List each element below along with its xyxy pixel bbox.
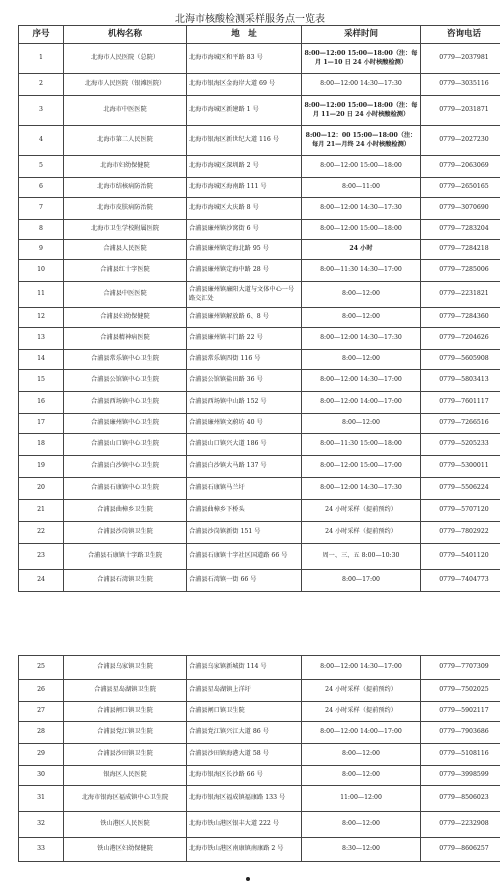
address: 北海市银海区新世纪大道 116 号 <box>187 126 302 156</box>
institution-name: 合浦县石湾镇卫生院 <box>64 570 187 592</box>
row-number: 19 <box>19 456 64 478</box>
address: 北海市银海区金海岸大道 69 号 <box>187 74 302 96</box>
address: 合浦县山口镇兴大道 186 号 <box>187 434 302 456</box>
sampling-time: 11:00—12:00 <box>302 786 421 812</box>
phone-number: 0779—7283204 <box>421 220 500 240</box>
table-row <box>19 178 500 198</box>
sampling-time: 周一、三、五 8:00—10:30 <box>302 544 421 570</box>
institution-name: 北海市结核病防治院 <box>64 178 187 198</box>
table-row <box>19 156 500 178</box>
address: 北海市海城区大庆路 8 号 <box>187 198 302 220</box>
sampling-time: 8:00—12:00 <box>302 282 421 308</box>
sampling-time: 8:00—12:00 <box>302 766 421 786</box>
address: 合浦县廉州镇解放路 6、8 号 <box>187 308 302 328</box>
phone-number: 0779—7601117 <box>421 392 500 414</box>
header-phone: 咨询电话 <box>421 26 500 44</box>
address: 北海市铁山港区银丰大道 222 号 <box>187 812 302 838</box>
institution-name: 北海市妇幼保健院 <box>64 156 187 178</box>
address: 合浦县西场镇中山路 152 号 <box>187 392 302 414</box>
sampling-time: 24 小时采样（提前预约） <box>302 680 421 702</box>
address: 合浦县党江镇兴江大道 86 号 <box>187 722 302 744</box>
header-time: 采样时间 <box>302 26 421 44</box>
row-number: 20 <box>19 478 64 500</box>
phone-number: 0779—8606257 <box>421 838 500 862</box>
table-row <box>19 838 500 862</box>
phone-number: 0779—2650165 <box>421 178 500 198</box>
address: 合浦县廉州镇定海中路 28 号 <box>187 260 302 282</box>
table-row <box>19 434 500 456</box>
address: 合浦县石康镇十字社区国道路 66 号 <box>187 544 302 570</box>
row-number: 27 <box>19 702 64 722</box>
row-number: 12 <box>19 308 64 328</box>
table-row <box>19 478 500 500</box>
institution-name: 北海市卫生学校附属医院 <box>64 220 187 240</box>
institution-name: 合浦县山口镇中心卫生院 <box>64 434 187 456</box>
table-row <box>19 370 500 392</box>
sampling-time: 8:00—12:00 14:30—17:00 <box>302 370 421 392</box>
table-row <box>19 126 500 156</box>
address: 合浦县石康镇马兰圩 <box>187 478 302 500</box>
institution-name: 合浦县石康镇中心卫生院 <box>64 478 187 500</box>
row-number: 1 <box>19 44 64 74</box>
institution-name: 合浦县人民医院 <box>64 240 187 260</box>
institution-name: 银海区人民医院 <box>64 766 187 786</box>
address: 合浦县常乐镇四街 116 号 <box>187 350 302 370</box>
page-marker-dot <box>246 877 250 881</box>
institution-name: 合浦县星岛湖镇卫生院 <box>64 680 187 702</box>
table-row <box>19 744 500 766</box>
sampling-time: 8:00—12：00 15:00—18:00（注：每月 21—月终 24 小时核酸检测） <box>302 126 421 156</box>
phone-number: 0779—3998599 <box>421 766 500 786</box>
phone-number: 0779—5108116 <box>421 744 500 766</box>
phone-number: 0779—2063069 <box>421 156 500 178</box>
row-number: 16 <box>19 392 64 414</box>
address: 合浦县廉州镇文蔚坊 40 号 <box>187 414 302 434</box>
phone-number: 0779—5506224 <box>421 478 500 500</box>
row-number: 22 <box>19 522 64 544</box>
table-row <box>19 44 500 74</box>
address: 北海市海城区深圳路 2 号 <box>187 156 302 178</box>
address: 北海市银海区福成镇福康路 133 号 <box>187 786 302 812</box>
sampling-time: 8:00—12:00 14:30—17:30 <box>302 478 421 500</box>
institution-name: 合浦县公馆镇中心卫生院 <box>64 370 187 392</box>
institution-name: 合浦县党江镇卫生院 <box>64 722 187 744</box>
sampling-time: 8:00—12:00 14:30—17:30 <box>302 74 421 96</box>
phone-number: 0779—2231821 <box>421 282 500 308</box>
institution-name: 北海市人民医院（银滩医院） <box>64 74 187 96</box>
sampling-time: 8:00—12:00 <box>302 350 421 370</box>
row-number: 10 <box>19 260 64 282</box>
header-no: 序号 <box>19 26 64 44</box>
phone-number: 0779—2037981 <box>421 44 500 74</box>
row-number: 33 <box>19 838 64 862</box>
institution-name: 北海市中医医院 <box>64 96 187 126</box>
sampling-time: 8:00—12:00 <box>302 744 421 766</box>
row-number: 18 <box>19 434 64 456</box>
row-number: 29 <box>19 744 64 766</box>
table-row <box>19 328 500 350</box>
phone-number: 0779—7266516 <box>421 414 500 434</box>
phone-number: 0779—7404773 <box>421 570 500 592</box>
row-number: 24 <box>19 570 64 592</box>
institution-name: 合浦县乌家镇卫生院 <box>64 656 187 680</box>
institution-name: 合浦县红十字医院 <box>64 260 187 282</box>
sampling-time: 8:00—17:00 <box>302 570 421 592</box>
address: 合浦县白沙镇大马路 137 号 <box>187 456 302 478</box>
phone-number: 0779—7284360 <box>421 308 500 328</box>
row-number: 7 <box>19 198 64 220</box>
phone-number: 0779—7204626 <box>421 328 500 350</box>
table-row <box>19 350 500 370</box>
table-row <box>19 522 500 544</box>
institution-name: 合浦县常乐镇中心卫生院 <box>64 350 187 370</box>
address: 合浦县闸口镇卫生院 <box>187 702 302 722</box>
sampling-time: 24 小时 <box>302 240 421 260</box>
address: 北海市银海区长沙路 66 号 <box>187 766 302 786</box>
row-number: 11 <box>19 282 64 308</box>
row-number: 26 <box>19 680 64 702</box>
table-row <box>19 500 500 522</box>
phone-number: 0779—3070690 <box>421 198 500 220</box>
institution-name: 合浦县石康镇十字路卫生院 <box>64 544 187 570</box>
row-number: 9 <box>19 240 64 260</box>
address: 北海市海城区新建路 1 号 <box>187 96 302 126</box>
service-table-part2 <box>18 655 500 862</box>
row-number: 25 <box>19 656 64 680</box>
table-row <box>19 240 500 260</box>
table-row <box>19 786 500 812</box>
row-number: 2 <box>19 74 64 96</box>
sampling-time: 8:00—12:00 <box>302 308 421 328</box>
sampling-time: 24 小时采样（提前预约） <box>302 522 421 544</box>
address: 合浦县沙田镇海港大道 58 号 <box>187 744 302 766</box>
sampling-time: 8:00—12:00 14:00—17:00 <box>302 392 421 414</box>
phone-number: 0779—5401120 <box>421 544 500 570</box>
address: 北海市海城区和平路 83 号 <box>187 44 302 74</box>
table-row <box>19 282 500 308</box>
table-row <box>19 392 500 414</box>
table-row <box>19 220 500 240</box>
header-address: 地 址 <box>187 26 302 44</box>
institution-name: 合浦县沙田镇卫生院 <box>64 744 187 766</box>
table-row <box>19 74 500 96</box>
phone-number: 0779—3035116 <box>421 74 500 96</box>
sampling-time: 8:00—12:00 <box>302 812 421 838</box>
sampling-time: 24 小时采样（提前预约） <box>302 500 421 522</box>
row-number: 21 <box>19 500 64 522</box>
institution-name: 合浦县妇幼保健院 <box>64 308 187 328</box>
sampling-time: 8:30—12:00 <box>302 838 421 862</box>
table-row <box>19 722 500 744</box>
sampling-time: 8:00—12:00 14:30—17:30 <box>302 198 421 220</box>
phone-number: 0779—2232908 <box>421 812 500 838</box>
address: 合浦县公馆镇盐田路 36 号 <box>187 370 302 392</box>
row-number: 31 <box>19 786 64 812</box>
header-name: 机构名称 <box>64 26 187 44</box>
address: 北海市海城区海南路 111 号 <box>187 178 302 198</box>
phone-number: 0779—7502025 <box>421 680 500 702</box>
phone-number: 0779—7285006 <box>421 260 500 282</box>
row-number: 5 <box>19 156 64 178</box>
row-number: 32 <box>19 812 64 838</box>
phone-number: 0779—5902117 <box>421 702 500 722</box>
phone-number: 0779—2031871 <box>421 96 500 126</box>
institution-name: 北海市银海区福成镇中心卫生院 <box>64 786 187 812</box>
row-number: 17 <box>19 414 64 434</box>
row-number: 4 <box>19 126 64 156</box>
page-title: 北海市核酸检测采样服务点一览表 <box>175 14 325 25</box>
row-number: 14 <box>19 350 64 370</box>
address: 合浦县星岛湖镇上洋圩 <box>187 680 302 702</box>
table-row <box>19 570 500 592</box>
sampling-time: 8:00—11:30 15:00—18:00 <box>302 434 421 456</box>
row-number: 3 <box>19 96 64 126</box>
table-row <box>19 656 500 680</box>
institution-name: 合浦县中医医院 <box>64 282 187 308</box>
institution-name: 北海市人民医院（总院） <box>64 44 187 74</box>
row-number: 13 <box>19 328 64 350</box>
sampling-time: 24 小时采样（提前预约） <box>302 702 421 722</box>
institution-name: 合浦县闸口镇卫生院 <box>64 702 187 722</box>
address: 北海市铁山港区南康镇南康路 2 号 <box>187 838 302 862</box>
phone-number: 0779—7707309 <box>421 656 500 680</box>
table-row <box>19 96 500 126</box>
address: 合浦县廉州镇廉阳大道与文体中心一号路交汇处 <box>187 282 302 308</box>
phone-number: 0779—5205233 <box>421 434 500 456</box>
phone-number: 0779—5803413 <box>421 370 500 392</box>
table-row <box>19 198 500 220</box>
institution-name: 铁山港区人民医院 <box>64 812 187 838</box>
table-row <box>19 766 500 786</box>
institution-name: 北海市第二人民医院 <box>64 126 187 156</box>
institution-name: 合浦县西场镇中心卫生院 <box>64 392 187 414</box>
table-row <box>19 414 500 434</box>
row-number: 15 <box>19 370 64 392</box>
address: 合浦县廉州镇沙窝街 6 号 <box>187 220 302 240</box>
phone-number: 0779—7284218 <box>421 240 500 260</box>
table-row <box>19 308 500 328</box>
institution-name: 合浦县沙岗镇卫生院 <box>64 522 187 544</box>
institution-name: 合浦县精神病医院 <box>64 328 187 350</box>
sampling-time: 8:00—12:00 15:00—18:00 <box>302 156 421 178</box>
address: 合浦县石湾镇一街 66 号 <box>187 570 302 592</box>
institution-name: 北海市皮肤病防治院 <box>64 198 187 220</box>
address: 合浦县廉州镇定海北路 95 号 <box>187 240 302 260</box>
institution-name: 铁山港区妇幼保健院 <box>64 838 187 862</box>
row-number: 23 <box>19 544 64 570</box>
table-header-row <box>19 26 500 44</box>
sampling-time: 8:00—12:00 15:00—18:00（注：每月 11—20 日 24 小时核酸检测） <box>302 96 421 126</box>
address: 合浦县沙岗镇新街 151 号 <box>187 522 302 544</box>
phone-number: 0779—2027230 <box>421 126 500 156</box>
address: 合浦县廉州镇丰门路 22 号 <box>187 328 302 350</box>
phone-number: 0779—5707120 <box>421 500 500 522</box>
table-row <box>19 456 500 478</box>
table-row <box>19 812 500 838</box>
sampling-time: 8:00—12:00 14:00—17:00 <box>302 722 421 744</box>
table-row <box>19 702 500 722</box>
sampling-time: 8:00—12:00 <box>302 414 421 434</box>
phone-number: 0779—7802922 <box>421 522 500 544</box>
sampling-time: 8:00—11:30 14:30—17:00 <box>302 260 421 282</box>
institution-name: 合浦县白沙镇中心卫生院 <box>64 456 187 478</box>
sampling-time: 8:00—11:00 <box>302 178 421 198</box>
address: 合浦县曲樟乡下桥头 <box>187 500 302 522</box>
table-row <box>19 680 500 702</box>
sampling-time: 8:00—12:00 14:30—17:30 <box>302 328 421 350</box>
sampling-time: 8:00—12:00 15:00—17:00 <box>302 456 421 478</box>
address: 合浦县乌家镇新城街 114 号 <box>187 656 302 680</box>
phone-number: 0779—5300011 <box>421 456 500 478</box>
sampling-time: 8:00—12:00 15:00—18:00（注：每月 1—10 日 24 小时核酸检测） <box>302 44 421 74</box>
row-number: 6 <box>19 178 64 198</box>
service-table-part1 <box>18 25 500 592</box>
sampling-time: 8:00—12:00 15:00—18:00 <box>302 220 421 240</box>
institution-name: 合浦县曲樟乡卫生院 <box>64 500 187 522</box>
row-number: 30 <box>19 766 64 786</box>
row-number: 8 <box>19 220 64 240</box>
phone-number: 0779—7903686 <box>421 722 500 744</box>
row-number: 28 <box>19 722 64 744</box>
table-row <box>19 544 500 570</box>
phone-number: 0779—8506023 <box>421 786 500 812</box>
institution-name: 合浦县廉州镇中心卫生院 <box>64 414 187 434</box>
phone-number: 0779—5605908 <box>421 350 500 370</box>
table-row <box>19 260 500 282</box>
sampling-time: 8:00—12:00 14:30—17:00 <box>302 656 421 680</box>
